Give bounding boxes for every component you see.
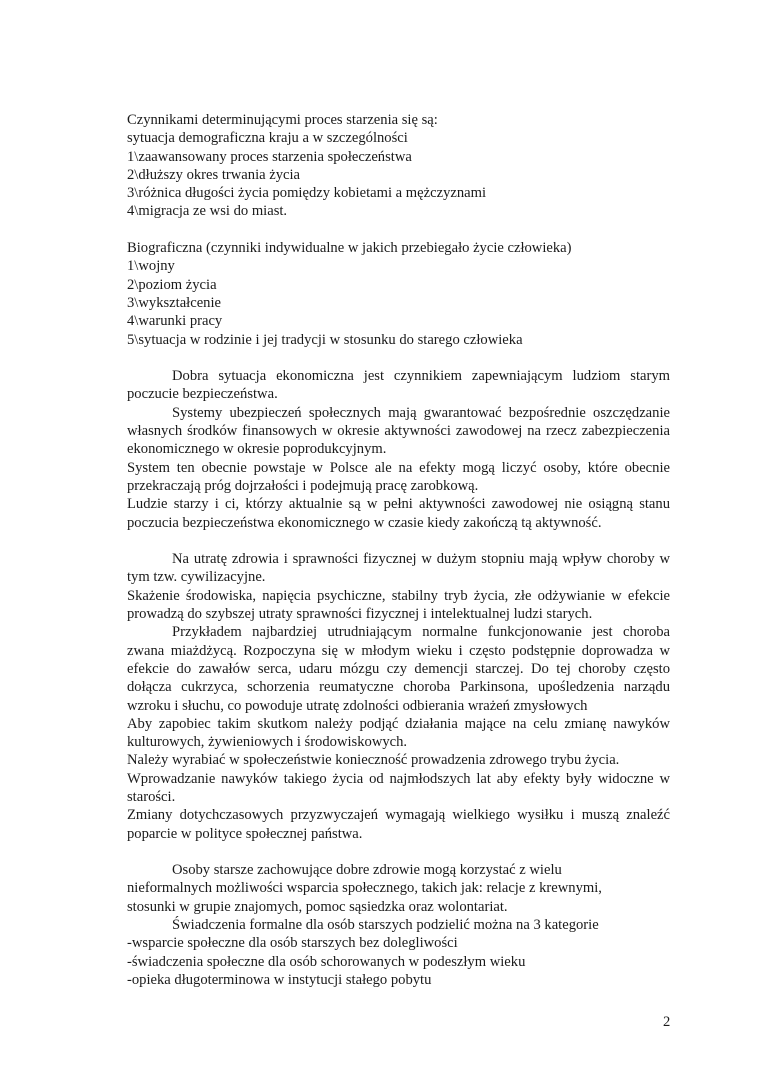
text-line: nieformalnych możliwości wsparcia społecznego, takich jak: relacje z krewnymi, bbox=[127, 880, 602, 897]
paragraph: Systemy ubezpieczeń społecznych mają gwarantować bezpośrednie oszczędzanie własnych środków finansowych w okresie aktywności zawodowej na rzecz zabezpieczenia ekonomicznego w okresie poprodukcyjnym. bbox=[127, 404, 670, 458]
list-item: 4\migracja ze wsi do miast. bbox=[127, 203, 288, 220]
list-heading: Czynnikami determinującymi proces starzenia się są: bbox=[127, 112, 438, 128]
support-section bbox=[127, 861, 670, 989]
list-item: 3\różnica długości życia pomiędzy kobietami a mężczyznami bbox=[127, 185, 487, 202]
list-item: sytuacja demograficzna kraju a w szczególności bbox=[127, 130, 408, 147]
text-line: stosunki w grupie znajomych, pomoc sąsiedzka oraz wolontariat. bbox=[127, 898, 508, 915]
paragraph: Aby zapobiec takim skutkom należy podjąć działania mające na celu zmianę nawyków kulturowych, żywieniowych i środowiskowych. bbox=[127, 715, 670, 751]
text-line: Osoby starsze zachowujące dobre zdrowie mogą korzystać z wielu bbox=[172, 862, 562, 879]
health-section bbox=[127, 550, 670, 843]
list-heading: Biograficzna (czynniki indywidualne w jakich przebiegało życie człowieka) bbox=[127, 240, 572, 257]
paragraph: Dobra sytuacja ekonomiczna jest czynnikiem zapewniającym ludziom starym poczucie bezpieczeństwa. bbox=[127, 368, 670, 403]
list-item: -opieka długoterminowa w instytucji stałego pobytu bbox=[127, 971, 432, 988]
paragraph: Na utratę zdrowia i sprawności fizycznej w dużym stopniu mają wpływ choroby w tym tzw. cywilizacyjne. bbox=[127, 551, 670, 586]
list-item: 2\poziom życia bbox=[127, 276, 217, 293]
paragraph: Przykładem najbardziej utrudniającym normalne funkcjonowanie jest choroba zwana miażdżycą. Rozpoczyna się w młodym wieku i często podstępnie doprowadza w efekcie do zawałów serca, udaru mózgu czy demencji starczej. Do tej choroby często dołącza cukrzyca, schorzenia reumatyczne choroba Parkinsona, upośledzenia narządu wzroku i słuchu, co powoduje utratę zdolności odbierania wrażeń zmysłowych bbox=[127, 624, 670, 714]
paragraph: Wprowadzanie nawyków takiego życia od najmłodszych lat aby efekty były widoczne w starości. bbox=[127, 770, 670, 805]
determinants-list bbox=[127, 111, 670, 221]
list-item: 4\warunki pracy bbox=[127, 313, 223, 330]
document-body bbox=[127, 111, 670, 989]
paragraph: Ludzie starzy i ci, którzy aktualnie są w pełni aktywności zawodowej nie osiągną stanu poczucia bezpieczeństwa ekonomicznego w czasie kiedy zakończą tą aktywność. bbox=[127, 496, 670, 531]
biographical-list bbox=[127, 239, 670, 349]
paragraph: Należy wyrabiać w społeczeństwie konieczność prowadzenia zdrowego trybu życia. bbox=[127, 752, 620, 769]
list-item: 1\wojny bbox=[127, 258, 175, 275]
list-item: -wsparcie społeczne dla osób starszych bez dolegliwości bbox=[127, 935, 458, 952]
text-line: Świadczenia formalne dla osób starszych podzielić można na 3 kategorie bbox=[172, 917, 599, 934]
list-item: 2\dłuższy okres trwania życia bbox=[127, 166, 301, 183]
list-item: 1\zaawansowany proces starzenia społeczeństwa bbox=[127, 148, 412, 165]
list-item: 3\wykształcenie bbox=[127, 294, 222, 311]
list-item: 5\sytuacja w rodzinie i jej tradycji w stosunku do starego człowieka bbox=[127, 331, 523, 348]
list-item: -świadczenia społeczne dla osób schorowanych w podeszłym wieku bbox=[127, 953, 526, 970]
economic-section bbox=[127, 367, 670, 532]
paragraph: Zmiany dotychczasowych przyzwyczajeń wymagają wielkiego wysiłku i muszą znaleźć poparcie w polityce społecznej państwa. bbox=[127, 807, 670, 842]
paragraph: Skażenie środowiska, napięcia psychiczne, stabilny tryb życia, złe odżywianie w efekcie prowadzą do szybszej utraty sprawności fizycznej i intelektualnej ludzi starych. bbox=[127, 587, 670, 623]
page-number: 2 bbox=[663, 1014, 671, 1030]
paragraph: System ten obecnie powstaje w Polsce ale na efekty mogą liczyć osoby, które obecnie przekraczają próg dojrzałości i podejmują pracę zarobkową. bbox=[127, 459, 670, 494]
